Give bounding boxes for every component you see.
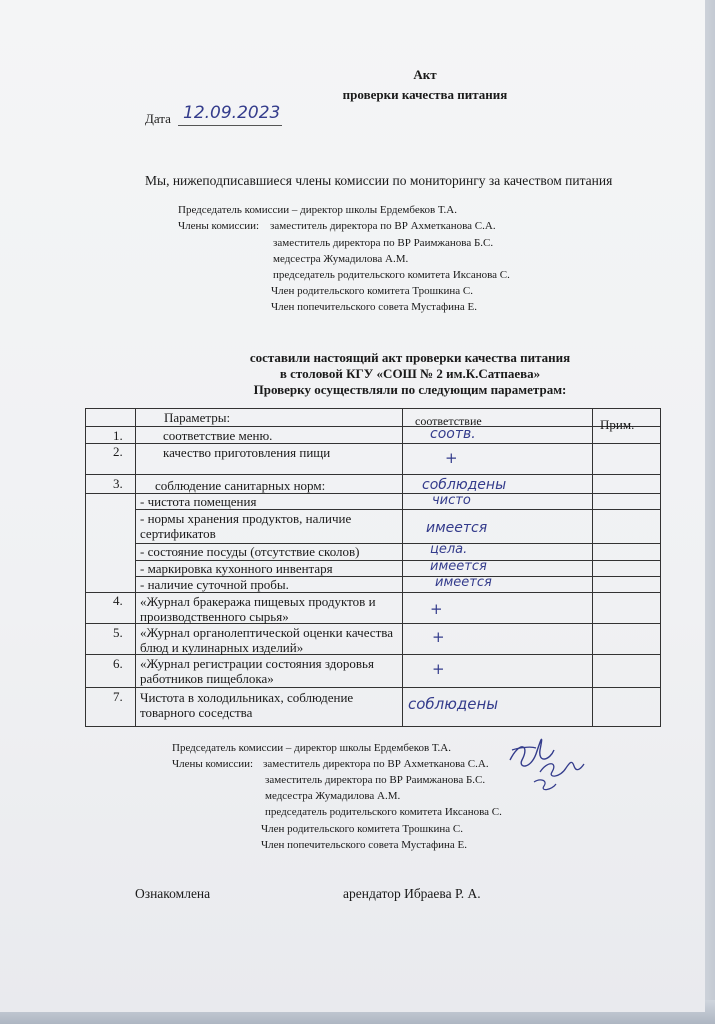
row-value: + xyxy=(432,660,445,678)
table-border xyxy=(85,408,661,409)
purpose-line-3: Проверку осуществляли по следующим параметрам: xyxy=(253,382,567,397)
date-underline xyxy=(178,125,282,126)
row-value: имеется xyxy=(435,575,492,590)
row-value: чисто xyxy=(432,493,471,508)
row-value: соотв. xyxy=(430,426,476,442)
acknowledged-label: Ознакомлена xyxy=(135,886,211,901)
table-border xyxy=(660,408,661,727)
table-header-match: соответствие xyxy=(415,414,482,428)
row-param: - состояние посуды (отсутствие сколов) xyxy=(140,544,360,559)
signature-member: заместитель директора по ВР Раимжанова Б.С. xyxy=(265,774,486,786)
row-number: 1. xyxy=(113,428,123,443)
commission-member: медсестра Жумадилова А.М. xyxy=(273,253,409,265)
signature-member: медсестра Жумадилова А.М. xyxy=(265,790,401,802)
row-number: 3. xyxy=(113,476,123,491)
row-value: соблюдены xyxy=(408,695,499,713)
table-border xyxy=(85,592,661,593)
row-param: качество приготовления пищи xyxy=(163,445,331,460)
row-value: имеется xyxy=(426,520,488,536)
table-border xyxy=(85,426,661,427)
purpose-line-2: в столовой КГУ «СОШ № 2 им.К.Сатпаева» xyxy=(279,366,541,381)
row-param: - чистота помещения xyxy=(140,494,257,509)
table-border xyxy=(85,443,661,444)
table-header-params: Параметры: xyxy=(164,410,231,425)
commission-member: Член попечительского совета Мустафина Е. xyxy=(271,301,477,313)
row-param: «Журнал регистрации состояния здоровья работников пищеблока» xyxy=(140,656,374,686)
commission-member: Член родительского комитета Трошкина С. xyxy=(271,285,473,297)
row-param: «Журнал органолептической оценки качества блюд и кулинарных изделий» xyxy=(140,625,393,655)
row-number: 2. xyxy=(113,444,123,459)
row-number: 7. xyxy=(113,689,123,704)
row-param: Чистота в холодильниках, соблюдение товарного соседства xyxy=(140,690,354,720)
table-border xyxy=(85,474,661,475)
row-value: соблюдены xyxy=(422,477,507,493)
tenant-signature-line: арендатор Ибраева Р. А. xyxy=(343,886,481,901)
row-value: цела. xyxy=(430,542,468,557)
doc-title: Акт xyxy=(413,67,437,82)
table-border xyxy=(592,408,593,727)
signature-member: заместитель директора по ВР Ахметканова С.А. xyxy=(263,758,489,770)
doc-subtitle: проверки качества питания xyxy=(342,87,508,102)
row-value: + xyxy=(430,600,443,618)
signature-member: Член попечительского совета Мустафина Е. xyxy=(261,839,467,851)
signature-member: Член родительского комитета Трошкина С. xyxy=(261,823,463,835)
signature-chair: Председатель комиссии – директор школы Ердембеков Т.А. xyxy=(172,742,451,754)
commission-member: председатель родительского комитета Иксанова С. xyxy=(273,269,510,281)
table-header-note: Прим. xyxy=(600,417,635,432)
row-param: соблюдение санитарных норм: xyxy=(155,478,326,493)
signature-members-label: Члены комиссии: xyxy=(172,758,254,770)
commission-members-label: Члены комиссии: xyxy=(178,220,260,232)
table-border xyxy=(85,408,86,727)
table-border xyxy=(135,509,661,510)
row-value: имеется xyxy=(430,559,487,574)
table-border xyxy=(85,687,661,688)
handwritten-signature xyxy=(500,720,590,795)
row-number: 4. xyxy=(113,593,123,608)
row-value: + xyxy=(445,449,458,467)
row-param: «Журнал бракеража пищевых продуктов и производственного сырья» xyxy=(140,594,376,624)
date-value: 12.09.2023 xyxy=(183,103,281,123)
date-label: Дата xyxy=(145,111,171,126)
row-number: 6. xyxy=(113,656,123,671)
table-border xyxy=(135,408,136,727)
intro-text: Мы, нижеподписавшиеся члены комиссии по мониторингу за качеством питания xyxy=(145,173,613,188)
row-value: + xyxy=(432,628,445,646)
commission-member: заместитель директора по ВР Ахметканова С.А. xyxy=(270,220,496,232)
commission-member: заместитель директора по ВР Раимжанова Б.С. xyxy=(273,237,494,249)
purpose-line-1: составили настоящий акт проверки качества питания xyxy=(249,350,571,365)
table-border xyxy=(402,408,403,727)
row-param: - наличие суточной пробы. xyxy=(140,577,289,592)
commission-chair: Председатель комиссии – директор школы Ердембеков Т.А. xyxy=(178,204,457,216)
row-param: - нормы хранения продуктов, наличие сертификатов xyxy=(140,511,352,541)
row-param: соответствие меню. xyxy=(163,428,273,443)
row-number: 5. xyxy=(113,625,123,640)
row-param: - маркировка кухонного инвентаря xyxy=(140,561,333,576)
signature-member: председатель родительского комитета Иксанова С. xyxy=(265,806,502,818)
